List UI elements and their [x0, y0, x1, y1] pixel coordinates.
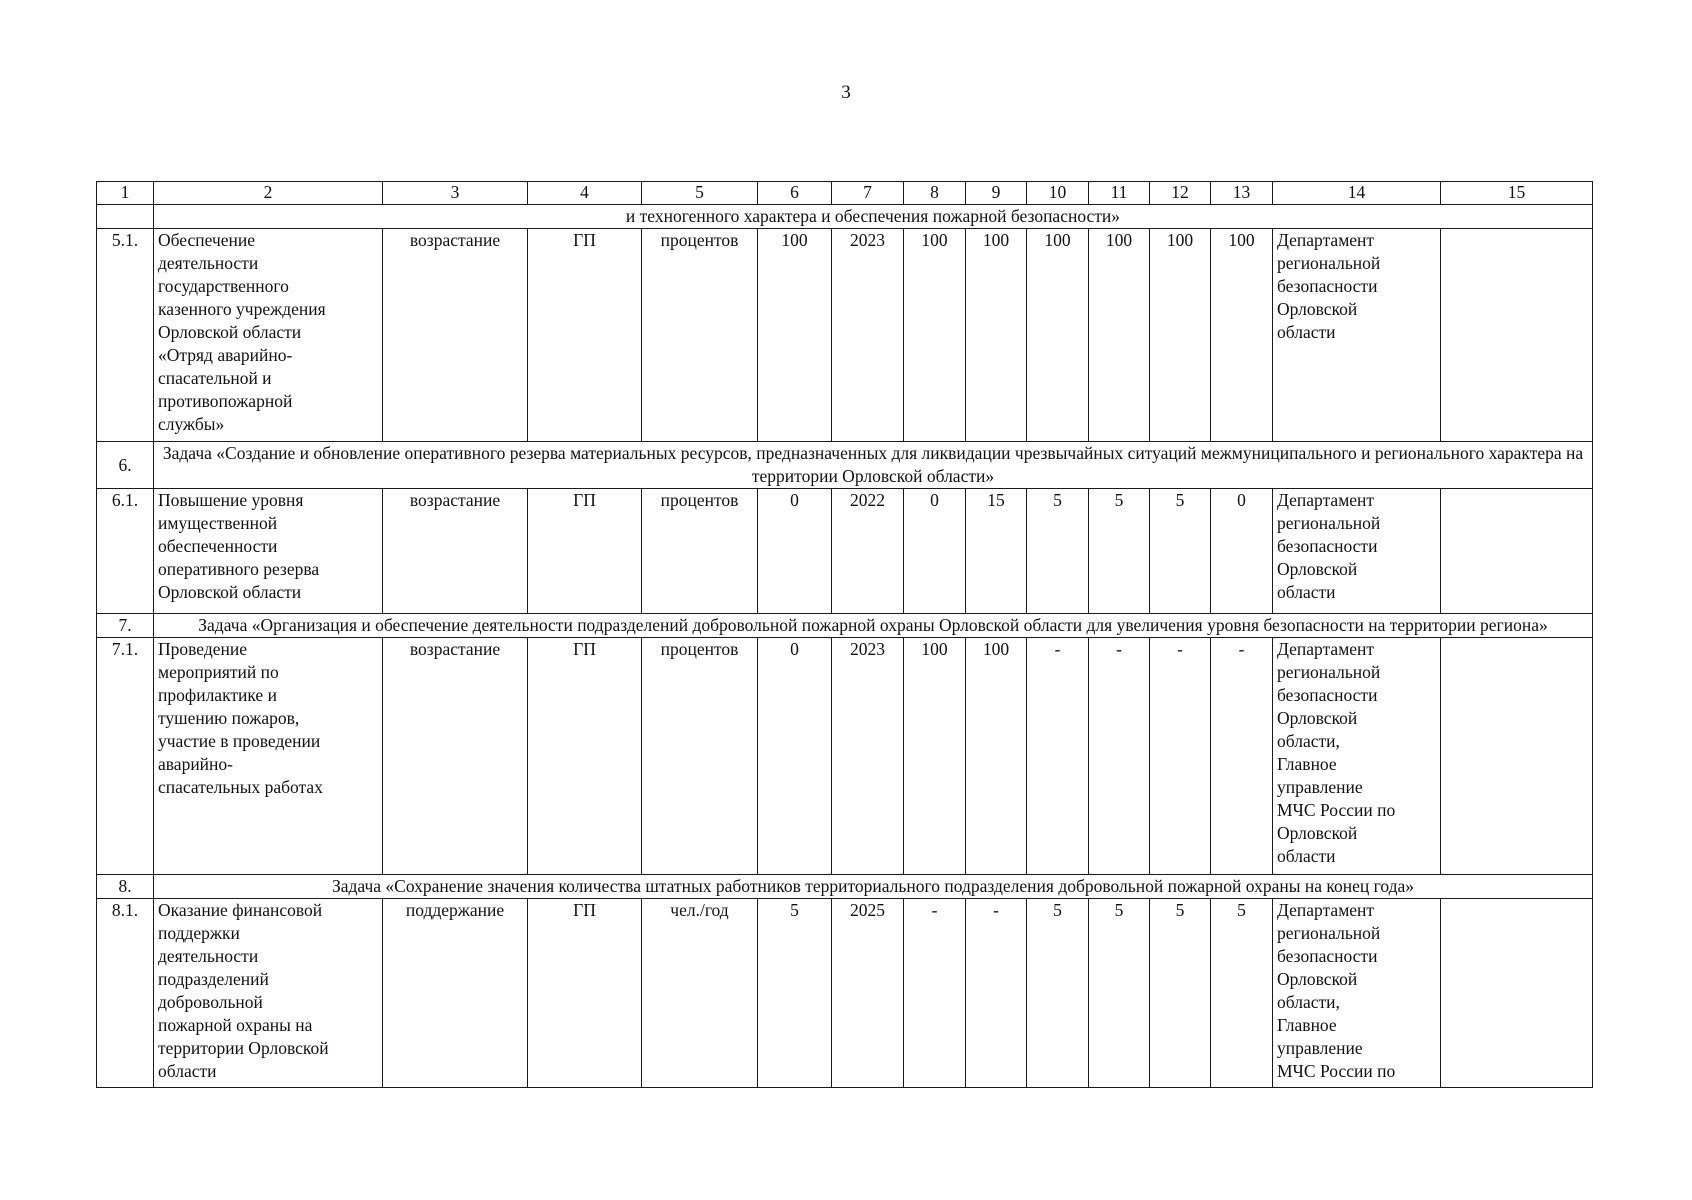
base-value-cell: 5: [758, 899, 832, 1088]
unit-cell: процентов: [642, 489, 758, 614]
dynamics-cell: поддержание: [383, 899, 528, 1088]
table-row: [97, 899, 1593, 1088]
column-numbers-row: [97, 182, 1593, 205]
value-cell: -: [1027, 638, 1089, 875]
task-row: [97, 442, 1593, 489]
table-row: [97, 229, 1593, 442]
dynamics-cell: возрастание: [383, 229, 528, 442]
value-cell: -: [904, 899, 966, 1088]
value-cell: 5: [1089, 489, 1150, 614]
col-header: 6: [758, 182, 832, 205]
col-header: 9: [966, 182, 1027, 205]
indicators-table: [96, 181, 1593, 1088]
col-header: 4: [528, 182, 642, 205]
value-cell: 5: [1027, 489, 1089, 614]
base-year-cell: 2025: [832, 899, 904, 1088]
col-header: 12: [1150, 182, 1211, 205]
task-row: [97, 875, 1593, 899]
task-row: [97, 614, 1593, 638]
col-header: 13: [1211, 182, 1273, 205]
col-header: 3: [383, 182, 528, 205]
task-number: 7.: [97, 614, 154, 638]
value-cell: 100: [904, 229, 966, 442]
value-cell: 5: [1211, 899, 1273, 1088]
value-cell: 100: [966, 638, 1027, 875]
row-number: 5.1.: [97, 229, 154, 442]
value-cell: 100: [966, 229, 1027, 442]
dynamics-cell: возрастание: [383, 638, 528, 875]
base-year-cell: 2023: [832, 638, 904, 875]
executor-cell: Департамент региональной безопасности Орловской области: [1273, 229, 1441, 442]
value-cell: 5: [1089, 899, 1150, 1088]
source-cell: ГП: [528, 489, 642, 614]
executor-cell: Департамент региональной безопасности Орловской области, Главное управление МЧС России по Орловской области: [1273, 638, 1441, 875]
value-cell: 100: [1150, 229, 1211, 442]
section-continuation-row: [97, 205, 1593, 229]
value-cell: -: [1089, 638, 1150, 875]
indicator-name: Проведение мероприятий по профилактике и тушению пожаров, участие в проведении аварийно- спасательных работах: [154, 638, 383, 875]
section-title-continuation: и техногенного характера и обеспечения пожарной безопасности»: [154, 205, 1593, 229]
value-cell: 100: [904, 638, 966, 875]
source-cell: ГП: [528, 229, 642, 442]
value-cell: 100: [1089, 229, 1150, 442]
value-cell: 5: [1150, 899, 1211, 1088]
value-cell: 100: [1211, 229, 1273, 442]
task-title: Задача «Сохранение значения количества штатных работников территориального подразделения добровольной пожарной охраны на конец года»: [154, 875, 1593, 899]
value-cell: 0: [1211, 489, 1273, 614]
task-number: 8.: [97, 875, 154, 899]
col15-cell: [1441, 638, 1593, 875]
unit-cell: процентов: [642, 638, 758, 875]
base-year-cell: 2022: [832, 489, 904, 614]
indicator-name: Повышение уровня имущественной обеспеченности оперативного резерва Орловской области: [154, 489, 383, 614]
col15-cell: [1441, 899, 1593, 1088]
base-value-cell: 100: [758, 229, 832, 442]
value-cell: 100: [1027, 229, 1089, 442]
col-header: 11: [1089, 182, 1150, 205]
col-header: 1: [97, 182, 154, 205]
col-header: 10: [1027, 182, 1089, 205]
row-number: 6.1.: [97, 489, 154, 614]
empty-cell: [97, 205, 154, 229]
col15-cell: [1441, 489, 1593, 614]
indicator-name: Обеспечение деятельности государственного казенного учреждения Орловской области «Отряд аварийно- спасательной и противопожарной службы»: [154, 229, 383, 442]
task-title: Задача «Организация и обеспечение деятельности подразделений добровольной пожарной охраны Орловской области для увеличения уровня безопасности на территории региона»: [154, 614, 1593, 638]
base-year-cell: 2023: [832, 229, 904, 442]
table-row: [97, 489, 1593, 614]
col-header: 7: [832, 182, 904, 205]
col15-cell: [1441, 229, 1593, 442]
task-title: Задача «Создание и обновление оперативного резерва материальных ресурсов, предназначенных для ликвидации чрезвычайных ситуаций межмуниципального и регионального характера на территории Орловской области»: [154, 442, 1593, 489]
executor-cell: Департамент региональной безопасности Орловской области, Главное управление МЧС России по: [1273, 899, 1441, 1088]
base-value-cell: 0: [758, 489, 832, 614]
dynamics-cell: возрастание: [383, 489, 528, 614]
unit-cell: процентов: [642, 229, 758, 442]
row-number: 8.1.: [97, 899, 154, 1088]
page-number: 3: [841, 82, 851, 103]
indicator-name: Оказание финансовой поддержки деятельности подразделений добровольной пожарной охраны на территории Орловской области: [154, 899, 383, 1088]
value-cell: -: [1211, 638, 1273, 875]
value-cell: 0: [904, 489, 966, 614]
source-cell: ГП: [528, 899, 642, 1088]
col-header: 8: [904, 182, 966, 205]
col-header: 2: [154, 182, 383, 205]
task-number: 6.: [97, 442, 154, 489]
value-cell: 5: [1027, 899, 1089, 1088]
col-header: 15: [1441, 182, 1593, 205]
col-header: 5: [642, 182, 758, 205]
value-cell: 5: [1150, 489, 1211, 614]
table-row: [97, 638, 1593, 875]
base-value-cell: 0: [758, 638, 832, 875]
row-number: 7.1.: [97, 638, 154, 875]
unit-cell: чел./год: [642, 899, 758, 1088]
source-cell: ГП: [528, 638, 642, 875]
executor-cell: Департамент региональной безопасности Орловской области: [1273, 489, 1441, 614]
col-header: 14: [1273, 182, 1441, 205]
value-cell: -: [1150, 638, 1211, 875]
value-cell: -: [966, 899, 1027, 1088]
value-cell: 15: [966, 489, 1027, 614]
